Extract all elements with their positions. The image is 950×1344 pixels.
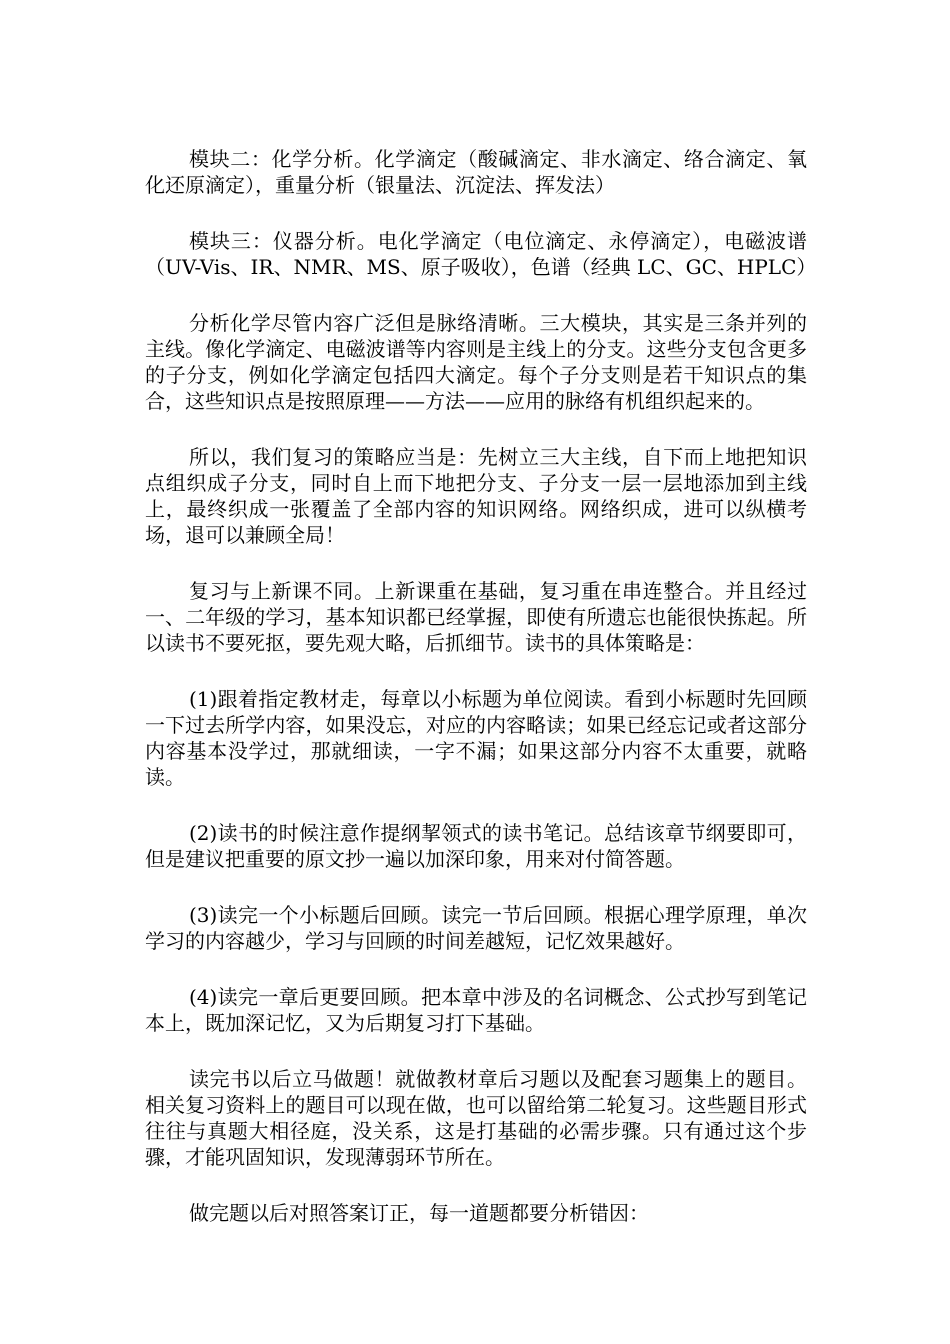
paragraph-correction: 做完题以后对照答案订正，每一道题都要分析错因： xyxy=(189,1201,649,1225)
paragraph-exercises: 读完书以后立马做题！就做教材章后习题以及配套习题集上的题目。相关复习资料上的题目可以现在做，也可以留给第二轮复习。这些题目形式往往与真题大相径庭，没关系，这是打基础的必需步骤。只有通过这个步骤，才能巩固知识，发现薄弱环节所在。 xyxy=(145,1067,807,1169)
paragraph-overview: 分析化学尽管内容广泛但是脉络清晰。三大模块，其实是三条并列的主线。像化学滴定、电磁波谱等内容则是主线上的分支。这些分支包含更多的子分支，例如化学滴定包括四大滴定。每个子分支则是若干知识点的集合，这些知识点是按照原理——方法——应用的脉络有机组织起来的。 xyxy=(145,311,807,413)
paragraph-step-2: (2)读书的时候注意作提纲挈领式的读书笔记。总结该章节纲要即可，但是建议把重要的原文抄一遍以加深印象，用来对付简答题。 xyxy=(145,821,807,871)
paragraph-module-two: 模块二：化学分析。化学滴定（酸碱滴定、非水滴定、络合滴定、氧化还原滴定），重量分析（银量法、沉淀法、挥发法） xyxy=(145,147,807,197)
paragraph-step-4: (4)读完一章后更要回顾。把本章中涉及的名词概念、公式抄写到笔记本上，既加深记忆，又为后期复习打下基础。 xyxy=(145,985,807,1035)
document-body xyxy=(145,146,817,1226)
paragraph-step-3: (3)读完一个小标题后回顾。读完一节后回顾。根据心理学原理，单次学习的内容越少，学习与回顾的时间差越短，记忆效果越好。 xyxy=(145,903,807,953)
paragraph-module-three: 模块三：仪器分析。电化学滴定（电位滴定、永停滴定），电磁波谱（UV-Vis、IR、NMR、MS、原子吸收），色谱（经典 LC、GC、HPLC） xyxy=(145,229,817,279)
paragraph-review-vs-new: 复习与上新课不同。上新课重在基础，复习重在串连整合。并且经过一、二年级的学习，基本知识都已经掌握，即使有所遗忘也能很快拣起。所以读书不要死抠，要先观大略，后抓细节。读书的具体策略是： xyxy=(145,579,807,655)
paragraph-step-1: (1)跟着指定教材走，每章以小标题为单位阅读。看到小标题时先回顾一下过去所学内容，如果没忘，对应的内容略读；如果已经忘记或者这部分内容基本没学过，那就细读，一字不漏；如果这部分内容不太重要，就略读。 xyxy=(145,687,807,789)
paragraph-strategy: 所以，我们复习的策略应当是：先树立三大主线，自下而上地把知识点组织成子分支，同时自上而下地把分支、子分支一层一层地添加到主线上，最终织成一张覆盖了全部内容的知识网络。网络织成，进可以纵横考场，退可以兼顾全局！ xyxy=(145,445,807,547)
